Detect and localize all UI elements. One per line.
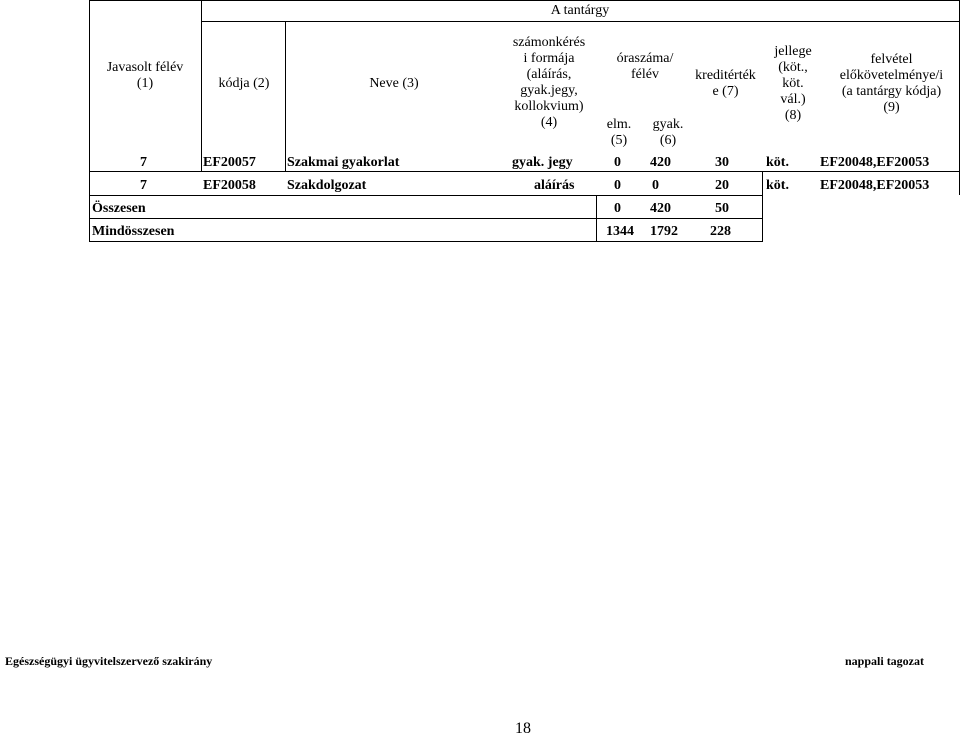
header-semester: Javasolt félév (1) [106,60,184,91]
grand-total-elm: 1344 [606,224,634,239]
row2-prereq: EF20048,EF20053 [820,178,930,193]
row1-credit: 30 [715,155,729,170]
header-prereq: felvétel előkövetelménye/i (a tantárgy kódja) (9) [839,52,944,115]
table-line-v3 [596,195,597,241]
row1-prereq: EF20048,EF20053 [820,155,930,170]
row2-type: köt. [766,178,789,193]
header-type: jellege (köt., köt. vál.) (8) [774,44,812,123]
table-line-row1 [89,171,960,172]
grand-total-gyak: 1792 [650,224,678,239]
header-exam-form: számonkérés i formája (aláírás, gyak.jegy, kollokvium) (4) [512,35,586,130]
table-line-bottom [89,241,762,242]
page-number: 18 [515,720,531,737]
row1-code: EF20057 [203,155,256,170]
table-border-top [89,0,960,1]
table-line-v1 [201,0,202,171]
header-elm: elm. (5) [606,117,632,148]
header-gyak: gyak. (6) [652,117,684,148]
row2-exam: aláírás [534,178,575,193]
total-credit: 50 [715,201,729,216]
header-hours: óraszáma/ félév [616,51,674,82]
row2-semester: 7 [140,178,147,193]
table-line-row3 [89,218,762,219]
table-line-group [201,21,960,22]
row2-credit: 20 [715,178,729,193]
header-code: kódja (2) [218,76,270,91]
grand-total-credit: 228 [710,224,731,239]
total-label: Összesen [92,201,146,216]
row1-elm: 0 [614,155,621,170]
curriculum-table [88,0,960,242]
grand-total-label: Mindösszesen [92,224,175,239]
row1-name: Szakmai gyakorlat [287,155,400,170]
footer-study-mode: nappali tagozat [845,654,925,668]
table-line-row2 [89,195,762,196]
row2-code: EF20058 [203,178,256,193]
total-elm: 0 [614,201,621,216]
row1-semester: 7 [140,155,147,170]
row1-type: köt. [766,155,789,170]
table-line-v4 [762,171,763,242]
row2-elm: 0 [614,178,621,193]
header-group-title: A tantárgy [550,3,610,18]
footer-specialization: Egészségügyi ügyvitelszervező szakirány [5,654,213,668]
row2-name: Szakdolgozat [287,178,367,193]
table-line-v2 [285,21,286,171]
row2-gyak: 0 [652,178,659,193]
row1-exam: gyak. jegy [512,155,573,170]
total-gyak: 420 [650,201,671,216]
header-credit: kreditérték e (7) [695,68,756,99]
row1-gyak: 420 [650,155,671,170]
table-border-left [89,0,90,242]
header-name: Neve (3) [369,76,419,91]
